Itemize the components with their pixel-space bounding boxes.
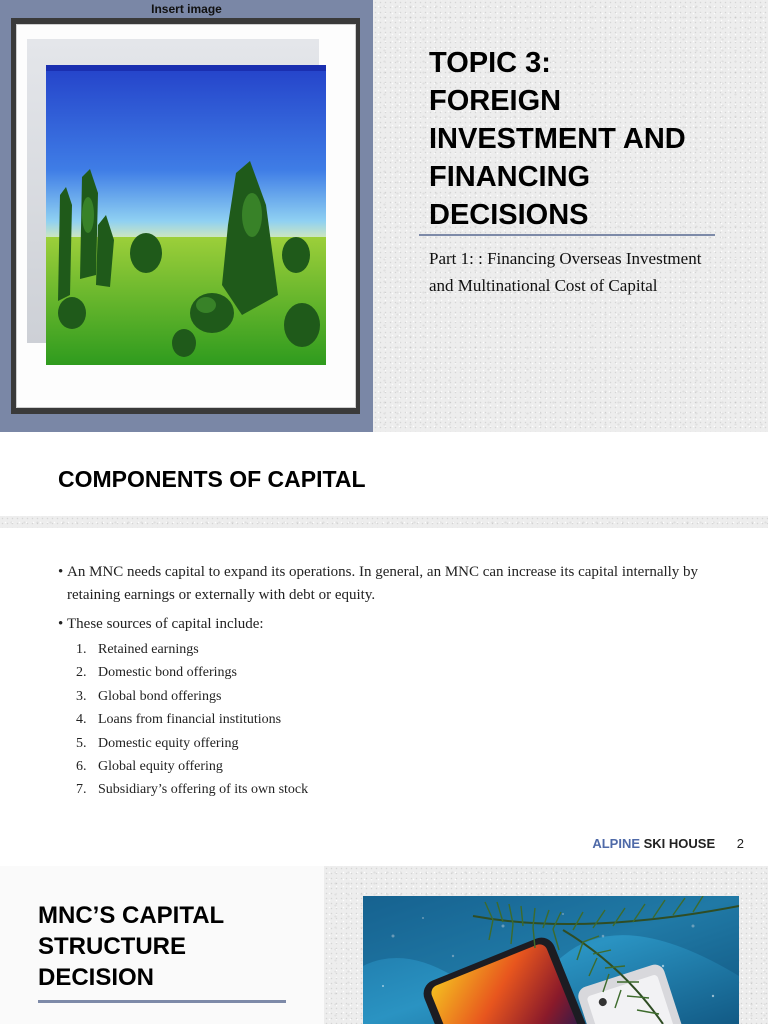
footer-brand-secondary: SKI HOUSE xyxy=(643,836,716,851)
image-placeholder-panel xyxy=(0,0,373,432)
slide-1-title: TOPIC 3: FOREIGN INVESTMENT AND FINANCING DECISIONS xyxy=(429,47,686,231)
bullet-dot-icon: • xyxy=(58,564,64,580)
phone-with-pine-branch-photo xyxy=(363,896,739,1024)
bullet-text: An MNC needs capital to expand its operations. In general, an MNC can increase its capital internally by retaining earnings or externally with debt or equity. xyxy=(67,564,699,603)
title-band xyxy=(0,516,768,528)
landscape-image-icon[interactable] xyxy=(46,65,326,365)
bullet-item xyxy=(58,561,718,607)
bullet-item xyxy=(58,613,718,636)
list-item xyxy=(76,755,476,778)
slide-2 xyxy=(0,432,768,866)
title-divider xyxy=(38,1000,286,1003)
list-text: Retained earnings xyxy=(98,642,199,657)
slide-1-subtitle: Part 1: : Financing Overseas Investment and Multinational Cost of Capital xyxy=(429,249,702,295)
list-text: Domestic bond offerings xyxy=(98,665,237,681)
slide-footer xyxy=(592,836,744,851)
list-item xyxy=(76,685,476,708)
insert-image-label[interactable]: Insert image xyxy=(151,2,222,16)
bullet-dot-icon: • xyxy=(58,616,64,632)
list-number: 3. xyxy=(76,688,87,704)
slide-1 xyxy=(0,0,768,432)
list-number: 5. xyxy=(76,735,87,751)
list-number: 2. xyxy=(76,665,87,681)
bullet-text: These sources of capital include: xyxy=(67,616,264,632)
list-item xyxy=(76,732,476,755)
slide-3 xyxy=(0,866,768,1024)
list-number: 7. xyxy=(76,782,87,798)
slide-3-title: MNC’S CAPITAL STRUCTURE DECISION xyxy=(38,902,225,991)
list-text: Loans from financial institutions xyxy=(98,712,282,728)
title-divider xyxy=(419,234,715,236)
footer-brand-primary: ALPINE xyxy=(592,836,640,851)
capital-sources-list xyxy=(76,638,476,802)
list-item xyxy=(76,638,476,661)
slide-2-title: COMPONENTS OF CAPITAL xyxy=(58,466,366,492)
list-number: 4. xyxy=(76,712,87,728)
list-item xyxy=(76,661,476,684)
list-item xyxy=(76,708,476,731)
list-number: 1. xyxy=(76,642,87,657)
list-text: Domestic equity offering xyxy=(98,735,239,751)
list-text: Subsidiary’s offering of its own stock xyxy=(98,782,309,798)
list-item xyxy=(76,778,476,801)
list-text: Global equity offering xyxy=(98,759,223,775)
list-number: 6. xyxy=(76,759,87,775)
list-text: Global bond offerings xyxy=(98,688,222,704)
page-number: 2 xyxy=(736,836,744,851)
